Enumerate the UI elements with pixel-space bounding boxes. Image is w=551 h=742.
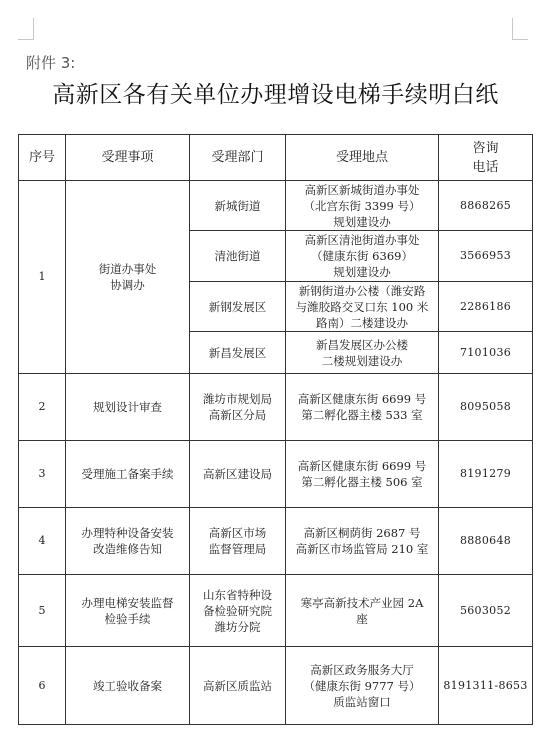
- location-line: （健康东街 6369）: [311, 249, 413, 263]
- location-line: 与潍胶路交叉口东 100 米: [295, 299, 429, 314]
- location-line: 座: [356, 611, 368, 626]
- location-line: 规划建设办: [333, 214, 391, 229]
- location-line: 新昌发展区办公楼: [316, 337, 408, 352]
- item-line: 街道办事处: [98, 262, 157, 276]
- seq-cell: 1: [19, 181, 66, 374]
- table-row: [19, 647, 533, 725]
- location-line: 二楼规划建设办: [321, 353, 403, 368]
- item-line: 改造维修告知: [93, 542, 162, 556]
- location-line: 第二孵化器主楼 533 室: [301, 408, 423, 422]
- location-cell: [286, 647, 439, 725]
- item-cell: 规划设计审查: [66, 374, 190, 441]
- table-header-row: [19, 135, 533, 181]
- header-phone: [439, 135, 533, 181]
- location-line: 规划建设办: [333, 265, 391, 279]
- dept-line: 潍坊分院: [214, 619, 261, 634]
- item-cell: 受理施工备案手续: [66, 441, 190, 508]
- dept-line: 备检验研究院: [203, 603, 272, 618]
- location-cell: [286, 231, 439, 282]
- location-cell: [286, 575, 439, 647]
- dept-cell: 高新区质监站: [190, 647, 286, 725]
- location-line: （北宫东街 3399 号）: [303, 198, 421, 213]
- attachment-label: 附件 3:: [26, 54, 76, 72]
- location-line: 高新区健康东街 6699 号: [297, 392, 427, 406]
- phone-cell: 8191279: [439, 441, 533, 508]
- dept-cell: 清池街道: [190, 231, 286, 282]
- dept-cell: 高新区建设局: [190, 441, 286, 508]
- dept-line: 高新区市场: [208, 526, 267, 540]
- dept-cell: [190, 508, 286, 575]
- location-line: 质监站窗口: [333, 694, 391, 709]
- location-line: 第二孵化器主楼 506 室: [301, 475, 423, 489]
- seq-cell: 6: [19, 647, 66, 725]
- seq-cell: 2: [19, 374, 66, 441]
- location-cell: [286, 282, 439, 332]
- location-line: （健康东街 9777 号）: [303, 678, 421, 693]
- location-line: 高新区清池街道办事处: [304, 233, 420, 247]
- phone-cell: 8880648: [439, 508, 533, 575]
- dept-cell: 新钢发展区: [190, 282, 286, 332]
- header-item: 受理事项: [66, 135, 190, 181]
- location-cell: [286, 332, 439, 374]
- dept-cell: 新城街道: [190, 181, 286, 231]
- location-line: 高新区健康东街 6699 号: [297, 459, 427, 473]
- dept-cell: 新昌发展区: [190, 332, 286, 374]
- page-corner-mark-top-right: [512, 18, 528, 40]
- dept-line: 高新区分局: [208, 408, 267, 422]
- item-cell: [66, 575, 190, 647]
- phone-cell: 5603052: [439, 575, 533, 647]
- location-line: 寒亭高新技术产业园 2A: [300, 595, 424, 610]
- phone-cell: 3566953: [439, 231, 533, 282]
- table-row: [19, 374, 533, 441]
- item-cell: [66, 508, 190, 575]
- item-line: 协调办: [110, 278, 145, 292]
- header-phone-line1: 咨询: [472, 140, 499, 156]
- procedure-table: [18, 134, 533, 725]
- phone-cell: 8191311-8653: [439, 647, 533, 725]
- location-cell: [286, 181, 439, 231]
- document-title: 高新区各有关单位办理增设电梯手续明白纸: [52, 82, 499, 108]
- seq-cell: 4: [19, 508, 66, 575]
- table-row: [19, 508, 533, 575]
- header-phone-line2: 电话: [472, 159, 499, 175]
- location-line: 高新区市场监管局 210 室: [295, 542, 429, 556]
- location-line: 高新区新城街道办事处: [304, 182, 420, 197]
- location-cell: [286, 374, 439, 441]
- dept-cell: [190, 575, 286, 647]
- table-row: [19, 441, 533, 508]
- item-cell: 竣工验收备案: [66, 647, 190, 725]
- location-line: 新钢街道办公楼（潍安路: [298, 283, 426, 298]
- dept-line: 潍坊市规划局: [203, 392, 272, 406]
- phone-cell: 2286186: [439, 282, 533, 332]
- dept-line: 山东省特种设: [203, 587, 272, 602]
- table-row: [19, 575, 533, 647]
- location-line: 高新区政务服务大厅: [310, 662, 414, 677]
- phone-cell: 8868265: [439, 181, 533, 231]
- header-dept: 受理部门: [190, 135, 286, 181]
- item-cell: [66, 181, 190, 374]
- seq-cell: 5: [19, 575, 66, 647]
- dept-cell: [190, 374, 286, 441]
- phone-cell: 7101036: [439, 332, 533, 374]
- table-row: [19, 181, 533, 231]
- item-line: 办理特种设备安装: [81, 526, 174, 540]
- seq-cell: 3: [19, 441, 66, 508]
- item-line: 办理电梯安装监督: [81, 595, 174, 610]
- dept-line: 监督管理局: [208, 542, 267, 556]
- header-location: 受理地点: [286, 135, 439, 181]
- item-line: 检验手续: [104, 611, 151, 626]
- header-seq: 序号: [19, 135, 66, 181]
- location-line: 高新区桐荫街 2687 号: [303, 526, 421, 540]
- location-cell: [286, 441, 439, 508]
- page-corner-mark-top-left: [18, 18, 34, 40]
- location-line: 路南）二楼建设办: [316, 315, 408, 330]
- location-cell: [286, 508, 439, 575]
- phone-cell: 8095058: [439, 374, 533, 441]
